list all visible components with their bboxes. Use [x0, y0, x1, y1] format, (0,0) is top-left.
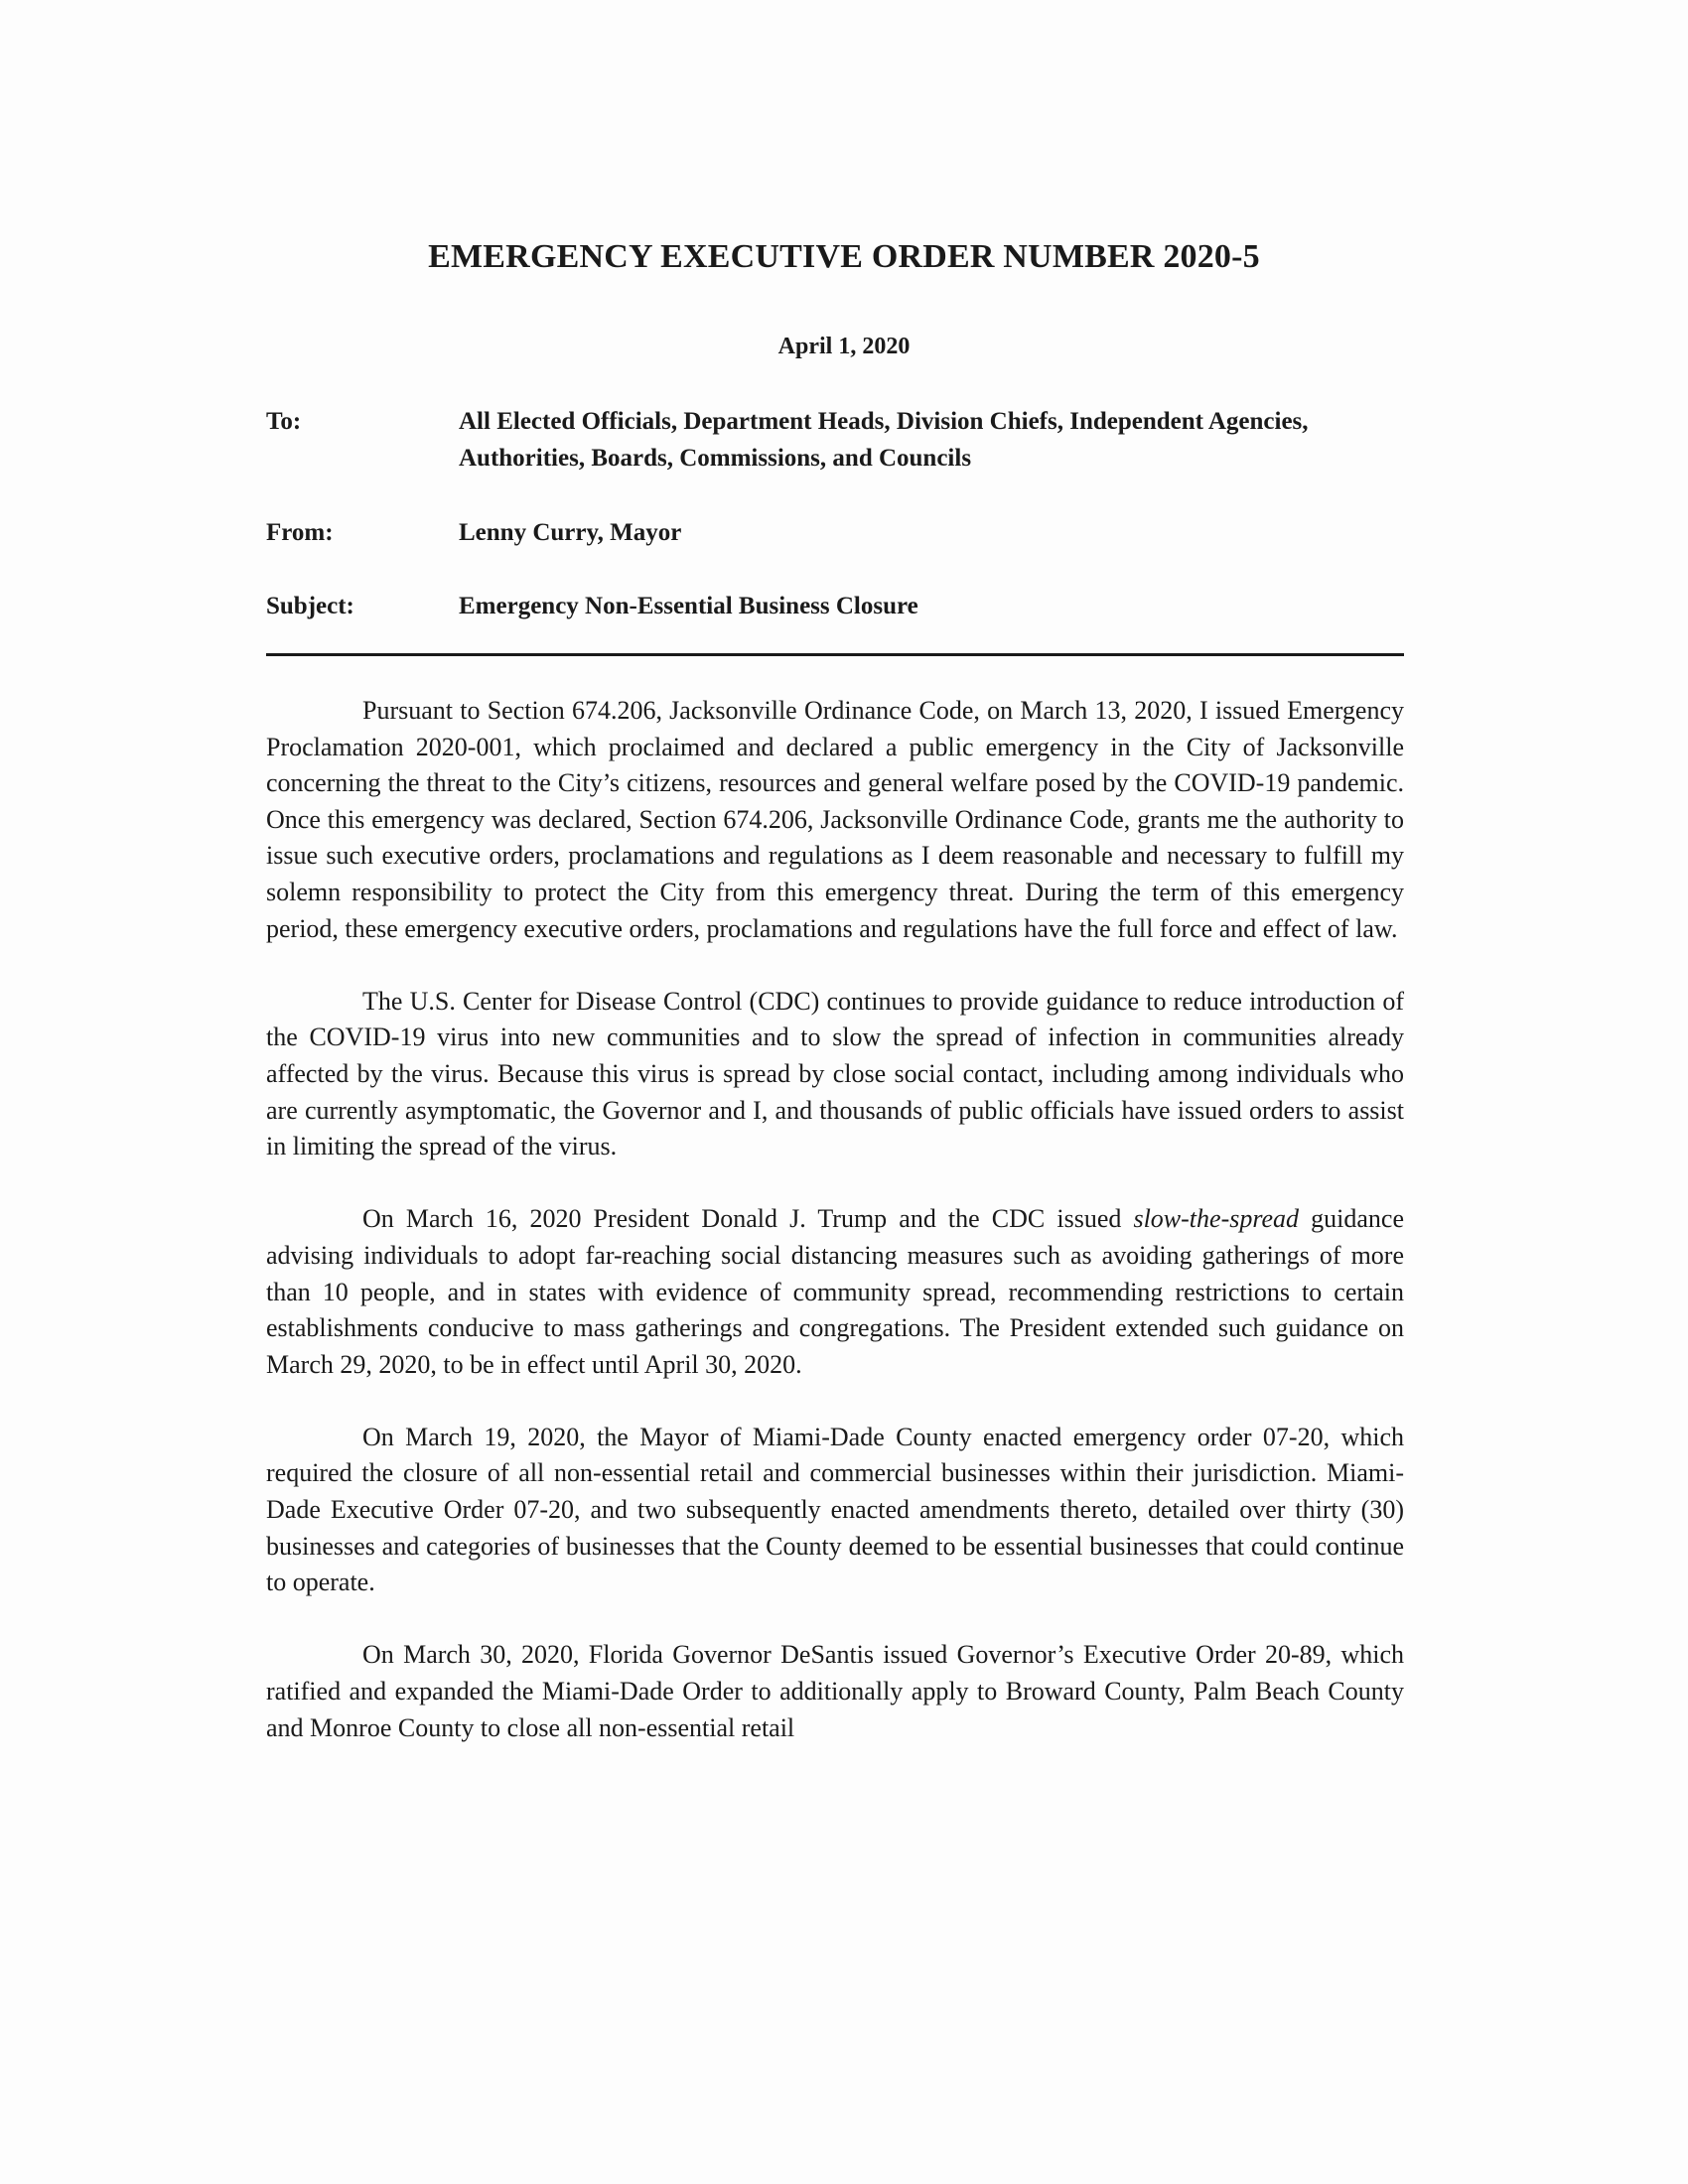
- memo-subject-label: Subject:: [266, 593, 354, 619]
- paragraph-slow-the-spread: [266, 1201, 1404, 1383]
- paragraph-governor-order: On March 30, 2020, Florida Governor DeSantis issued Governor’s Executive Order 20-89, which ratified and expanded the Miami-Dade Order to additionally apply to Broward County, Palm Beach County and Monroe County to close all non-essential retail: [266, 1640, 1404, 1742]
- memo-from-value: Lenny Curry, Mayor: [459, 519, 682, 546]
- memo-subject-row: [266, 588, 1404, 624]
- header-divider: [266, 653, 1404, 656]
- paragraph-text-before: On March 16, 2020 President Donald J. Trump and the CDC issued: [362, 1204, 1134, 1234]
- memo-to-label: To:: [266, 408, 302, 435]
- document-date: April 1, 2020: [777, 334, 911, 359]
- paragraph-text-after: guidance advising individuals to adopt far-reaching social distancing measures such as avoiding gatherings of more than 10 people, and in states with evidence of community spread, recommending restrictions to certain establishments conducive to mass gatherings and congregations. The President extended such guidance on March 29, 2020, to be in effect until April 30, 2020.: [266, 1204, 1404, 1379]
- paragraph-cdc-guidance: The U.S. Center for Disease Control (CDC) continues to provide guidance to reduce introduction of the COVID-19 virus into new communities and to slow the spread of infection in communities already affected by the virus. Because this virus is spread by close social contact, including among individuals who are currently asymptomatic, the Governor and I, and thousands of public officials have issued orders to assist in limiting the spread of the virus.: [266, 986, 1404, 1161]
- memo-from-label: From:: [266, 519, 334, 546]
- document-title: EMERGENCY EXECUTIVE ORDER NUMBER 2020-5: [428, 238, 1260, 275]
- memo-subject-value: Emergency Non-Essential Business Closure: [459, 593, 918, 619]
- italic-phrase: slow-the-spread: [1133, 1204, 1300, 1234]
- memo-to-row: [266, 403, 1404, 477]
- paragraph-authority: Pursuant to Section 674.206, Jacksonville Ordinance Code, on March 13, 2020, I issued Emergency Proclamation 2020-001, which proclaimed and declared a public emergency in the City of Jacksonville concerning the threat to the City’s citizens, resources and general welfare posed by the COVID-19 pandemic. Once this emergency was declared, Section 674.206, Jacksonville Ordinance Code, grants me the authority to issue such executive orders, proclamations and regulations as I deem reasonable and necessary to fulfill my solemn responsibility to protect the City from this emergency threat. During the term of this emergency period, these emergency executive orders, proclamations and regulations have the full force and effect of law.: [266, 696, 1404, 943]
- memo-from-row: [266, 514, 1404, 551]
- paragraph-miami-dade: On March 19, 2020, the Mayor of Miami-Dade County enacted emergency order 07-20, which required the closure of all non-essential retail and commercial businesses within their jurisdiction. Miami-Dade Executive Order 07-20, and two subsequently enacted amendments thereto, detailed over thirty (30) businesses and categories of businesses that the County deemed to be essential businesses that could continue to operate.: [266, 1422, 1404, 1597]
- memo-to-value: All Elected Officials, Department Heads, Division Chiefs, Independent Agencies, Authorities, Boards, Commissions, and Councils: [459, 408, 1309, 472]
- document-body: [266, 693, 1404, 1783]
